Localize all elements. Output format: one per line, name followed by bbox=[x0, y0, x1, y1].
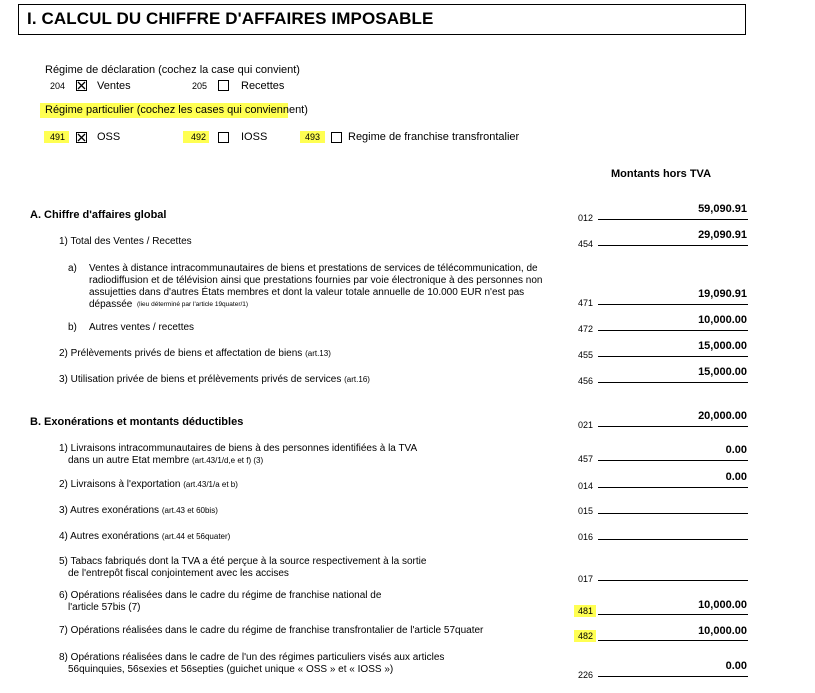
b4-ref: (art.44 et 56quater) bbox=[161, 532, 231, 541]
amount-226[interactable]: 0.00 bbox=[725, 660, 747, 672]
b4-label bbox=[59, 531, 230, 542]
field-line-471 bbox=[598, 304, 748, 305]
option-franchise-label: Regime de franchise transfrontalier bbox=[348, 131, 520, 143]
field-line-014 bbox=[598, 487, 748, 488]
checkbox-oss[interactable] bbox=[76, 132, 87, 143]
regime-particulier-label: Régime particulier (cochez les cases qui conviennent) bbox=[45, 104, 308, 116]
check-x-icon bbox=[77, 133, 86, 142]
checkbox-ventes[interactable] bbox=[76, 80, 87, 91]
code-471: 471 bbox=[578, 298, 594, 308]
field-line-482 bbox=[598, 640, 748, 641]
option-oss-label: OSS bbox=[97, 131, 121, 143]
b1-text2: dans un autre Etat membre bbox=[68, 455, 190, 466]
code-015: 015 bbox=[578, 506, 594, 516]
b2-text: 2) Livraisons à l'exportation bbox=[59, 479, 181, 490]
b2-ref: (art.43/1/a et b) bbox=[183, 480, 238, 489]
a1b-prefix: b) bbox=[68, 322, 77, 333]
a3-label bbox=[59, 374, 370, 385]
amount-471[interactable]: 19,090.91 bbox=[698, 288, 747, 300]
field-line-455 bbox=[598, 356, 748, 357]
a1a-text3: assujetties dans d'autres États membres et dont la valeur totale annuelle de 10.000 EUR n'est pas bbox=[89, 287, 525, 298]
field-line-021 bbox=[598, 426, 748, 427]
b7-label: 7) Opérations réalisées dans le cadre du régime de franchise transfrontalier de l'article 57quater bbox=[59, 625, 484, 636]
section-a-label: A. Chiffre d'affaires global bbox=[30, 209, 167, 221]
code-017: 017 bbox=[578, 574, 594, 584]
column-header: Montants hors TVA bbox=[611, 168, 712, 180]
a3-ref: (art.16) bbox=[344, 375, 370, 384]
code-021: 021 bbox=[578, 420, 594, 430]
b5-text2: de l'entrepôt fiscal conjointement avec les accises bbox=[68, 568, 289, 579]
section-b-label: B. Exonérations et montants déductibles bbox=[30, 416, 244, 428]
a2-label bbox=[59, 348, 331, 359]
b6-text2: l'article 57bis (7) bbox=[68, 602, 141, 613]
field-line-226 bbox=[598, 676, 748, 677]
code-012: 012 bbox=[578, 213, 594, 223]
code-493: 493 bbox=[305, 132, 321, 142]
field-line-012 bbox=[598, 219, 748, 220]
amount-481[interactable]: 10,000.00 bbox=[698, 599, 747, 611]
b6-text1: 6) Opérations réalisées dans le cadre du régime de franchise national de bbox=[59, 590, 382, 601]
b1-line2 bbox=[68, 455, 263, 466]
b2-label bbox=[59, 479, 238, 490]
a1-label: 1) Total des Ventes / Recettes bbox=[59, 236, 192, 247]
code-455: 455 bbox=[578, 350, 594, 360]
b3-text: 3) Autres exonérations bbox=[59, 505, 160, 516]
b8-text2: 56quinquies, 56sexies et 56septies (guichet unique « OSS » et « IOSS ») bbox=[68, 664, 394, 675]
b1-ref: (art.43/1/d,e et f) (3) bbox=[191, 456, 264, 465]
a1b-label: Autres ventes / recettes bbox=[89, 322, 195, 333]
field-line-454 bbox=[598, 245, 748, 246]
a1a-text4: dépassée bbox=[89, 299, 133, 310]
b3-ref: (art.43 et 60bis) bbox=[161, 506, 218, 515]
amount-482[interactable]: 10,000.00 bbox=[698, 625, 747, 637]
a2-text: 2) Prélèvements privés de biens et affectation de biens bbox=[59, 348, 303, 359]
field-line-016[interactable] bbox=[598, 539, 748, 540]
code-482: 482 bbox=[578, 631, 594, 641]
b8-text1: 8) Opérations réalisées dans le cadre de l'un des régimes particuliers visés aux articles bbox=[59, 652, 445, 663]
amount-012[interactable]: 59,090.91 bbox=[698, 203, 747, 215]
amount-456[interactable]: 15,000.00 bbox=[698, 366, 747, 378]
field-line-481 bbox=[598, 614, 748, 615]
field-line-456 bbox=[598, 382, 748, 383]
option-ioss-label: IOSS bbox=[241, 131, 268, 143]
regime-declaration-label: Régime de déclaration (cochez la case qui convient) bbox=[45, 64, 300, 76]
code-454: 454 bbox=[578, 239, 594, 249]
check-x-icon bbox=[77, 81, 86, 90]
code-481: 481 bbox=[578, 606, 594, 616]
a1a-note: (lieu déterminé par l'article 19quater/1) bbox=[137, 301, 249, 308]
field-line-472 bbox=[598, 330, 748, 331]
page-title: I. CALCUL DU CHIFFRE D'AFFAIRES IMPOSABLE bbox=[27, 9, 434, 28]
code-205: 205 bbox=[192, 81, 208, 91]
field-line-457 bbox=[598, 460, 748, 461]
field-line-015[interactable] bbox=[598, 513, 748, 514]
field-line-017[interactable] bbox=[598, 580, 748, 581]
b1-text1: 1) Livraisons intracommunautaires de biens à des personnes identifiées à la TVA bbox=[59, 443, 418, 454]
b3-label bbox=[59, 505, 218, 516]
checkbox-ioss[interactable] bbox=[218, 132, 229, 143]
option-ventes-label: Ventes bbox=[97, 80, 131, 92]
a2-ref: (art.13) bbox=[305, 349, 331, 358]
checkbox-recettes[interactable] bbox=[218, 80, 229, 91]
code-472: 472 bbox=[578, 324, 594, 334]
amount-454[interactable]: 29,090.91 bbox=[698, 229, 747, 241]
code-457: 457 bbox=[578, 454, 594, 464]
amount-457[interactable]: 0.00 bbox=[725, 444, 747, 456]
a1a-text1: Ventes à distance intracommunautaires de biens et prestations de services de télécommunication, de bbox=[89, 263, 538, 274]
code-226: 226 bbox=[578, 670, 594, 680]
amount-472[interactable]: 10,000.00 bbox=[698, 314, 747, 326]
a1a-text2: radiodiffusion et de télévision ainsi que prestations fournies par voie électronique à des personnes non bbox=[89, 275, 543, 286]
a3-text: 3) Utilisation privée de biens et prélèvements privés de services bbox=[59, 374, 342, 385]
b4-text: 4) Autres exonérations bbox=[59, 531, 160, 542]
a1a-prefix: a) bbox=[68, 263, 77, 274]
code-456: 456 bbox=[578, 376, 594, 386]
amount-014[interactable]: 0.00 bbox=[725, 471, 747, 483]
checkbox-franchise[interactable] bbox=[331, 132, 342, 143]
code-204: 204 bbox=[50, 81, 66, 91]
b5-text1: 5) Tabacs fabriqués dont la TVA a été perçue à la source respectivement à la sortie bbox=[59, 556, 427, 567]
code-491: 491 bbox=[50, 132, 66, 142]
amount-021[interactable]: 20,000.00 bbox=[698, 410, 747, 422]
option-recettes-label: Recettes bbox=[241, 80, 285, 92]
code-014: 014 bbox=[578, 481, 594, 491]
amount-455[interactable]: 15,000.00 bbox=[698, 340, 747, 352]
code-016: 016 bbox=[578, 532, 594, 542]
code-492: 492 bbox=[191, 132, 207, 142]
